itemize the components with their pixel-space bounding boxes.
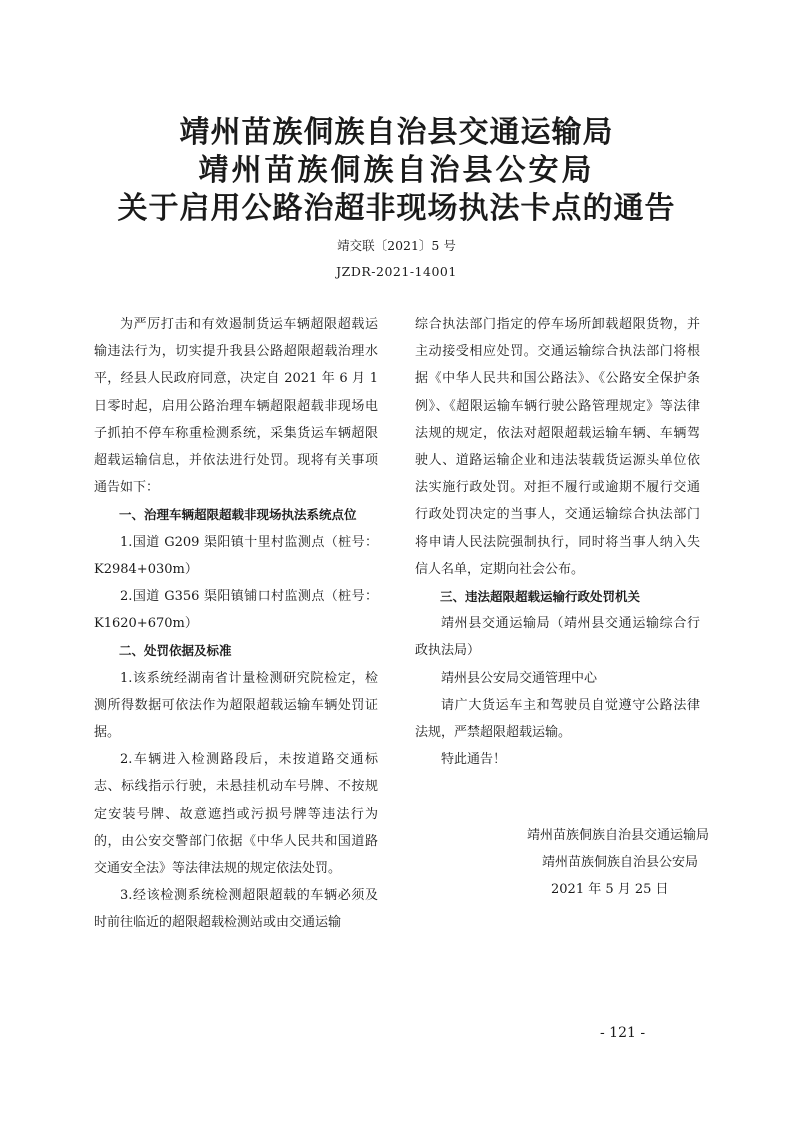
document-number: 靖交联〔2021〕5 号 (337, 238, 456, 253)
paragraph-intro: 为严厉打击和有效遏制货运车辆超限超载运输违法行为，切实提升我县公路超限超载治理水平，经县人民政府同意，决定自 2021 年 6 月 1 日零时起，启用公路治理车辆超限超载非现场电子抓拍不停车称重检测系统，采集货运车辆超限超载运输信息，并依法进行处罚。现将有关事项通告如下： (94, 317, 378, 496)
title-line-3: 关于启用公路治超非现场执法卡点的通告 (117, 191, 676, 226)
paragraph-point-1: 1.国道 G209 渠阳镇十里村监测点（桩号：K2984+030m） (94, 534, 378, 577)
signature-org-2: 靖州苗族侗族自治县公安局 (542, 855, 699, 870)
paragraph-authority-2: 靖州县公安局交通管理中心 (441, 670, 598, 686)
signature-date: 2021 年 5 月 25 日 (551, 882, 669, 897)
title-line-2: 靖州苗族侗族自治县公安局 (198, 153, 595, 188)
paragraph-basis-3-continued: 综合执法部门指定的停车场所卸载超限货物，并主动接受相应处罚。交通运输综合执法部门将根据《中华人民共和国公路法》、《公路安全保护条例》、《超限运输车辆行驶公路管理规定》等法律法规的规定，依法对超限超载运输车辆、车辆驾驶人、道路运输企业和违法装载货运源头单位依法实施行政处罚。对拒不履行或逾期不履行交通行政处罚决定的当事人，交通运输综合执法部门将申请人民法院强制执行，同时将当事人纳入失信人名单，定期向社会公布。 (415, 317, 700, 577)
paragraph-basis-3: 3.经该检测系统检测超限超载的车辆必须及时前往临近的超限超载检测站或由交通运输 (94, 888, 378, 931)
section-heading-3: 三、违法超限超载运输行政处罚机关 (440, 589, 641, 605)
section-heading-2: 二、处罚依据及标准 (119, 643, 232, 659)
paragraph-appeal: 请广大货运车主和驾驶员自觉遵守公路法律法规，严禁超限超载运输。 (415, 697, 700, 741)
paragraph-basis-2: 2.车辆进入检测路段后，未按道路交通标志、标线指示行驶，未悬挂机动车号牌、不按规定安装号牌、故意遮挡或污损号牌等违法行为的，由公安交警部门依据《中华人民共和国道路交通安全法》等法律法规的规定依法处罚。 (94, 752, 378, 877)
signature-org-1: 靖州苗族侗族自治县交通运输局 (527, 828, 710, 843)
body-left-column (94, 311, 378, 937)
paragraph-closing: 特此通告！ (441, 752, 507, 768)
body-right-column (415, 311, 700, 773)
page-number: - 121 - (600, 1025, 646, 1041)
section-heading-1: 一、治理车辆超限超载非现场执法系统点位 (119, 507, 357, 523)
paragraph-basis-1: 1.该系统经湖南省计量检测研究院检定，检测所得数据可依法作为超限超载运输车辆处罚证据。 (94, 670, 378, 741)
document-code: JZDR-2021-14001 (336, 264, 457, 279)
title-line-1: 靖州苗族侗族自治县交通运输局 (179, 115, 614, 150)
paragraph-authority-1: 靖州县交通运输局（靖州县交通运输综合行政执法局） (415, 616, 700, 659)
paragraph-point-2: 2.国道 G356 渠阳镇铺口村监测点（桩号：K1620+670m） (94, 589, 378, 632)
